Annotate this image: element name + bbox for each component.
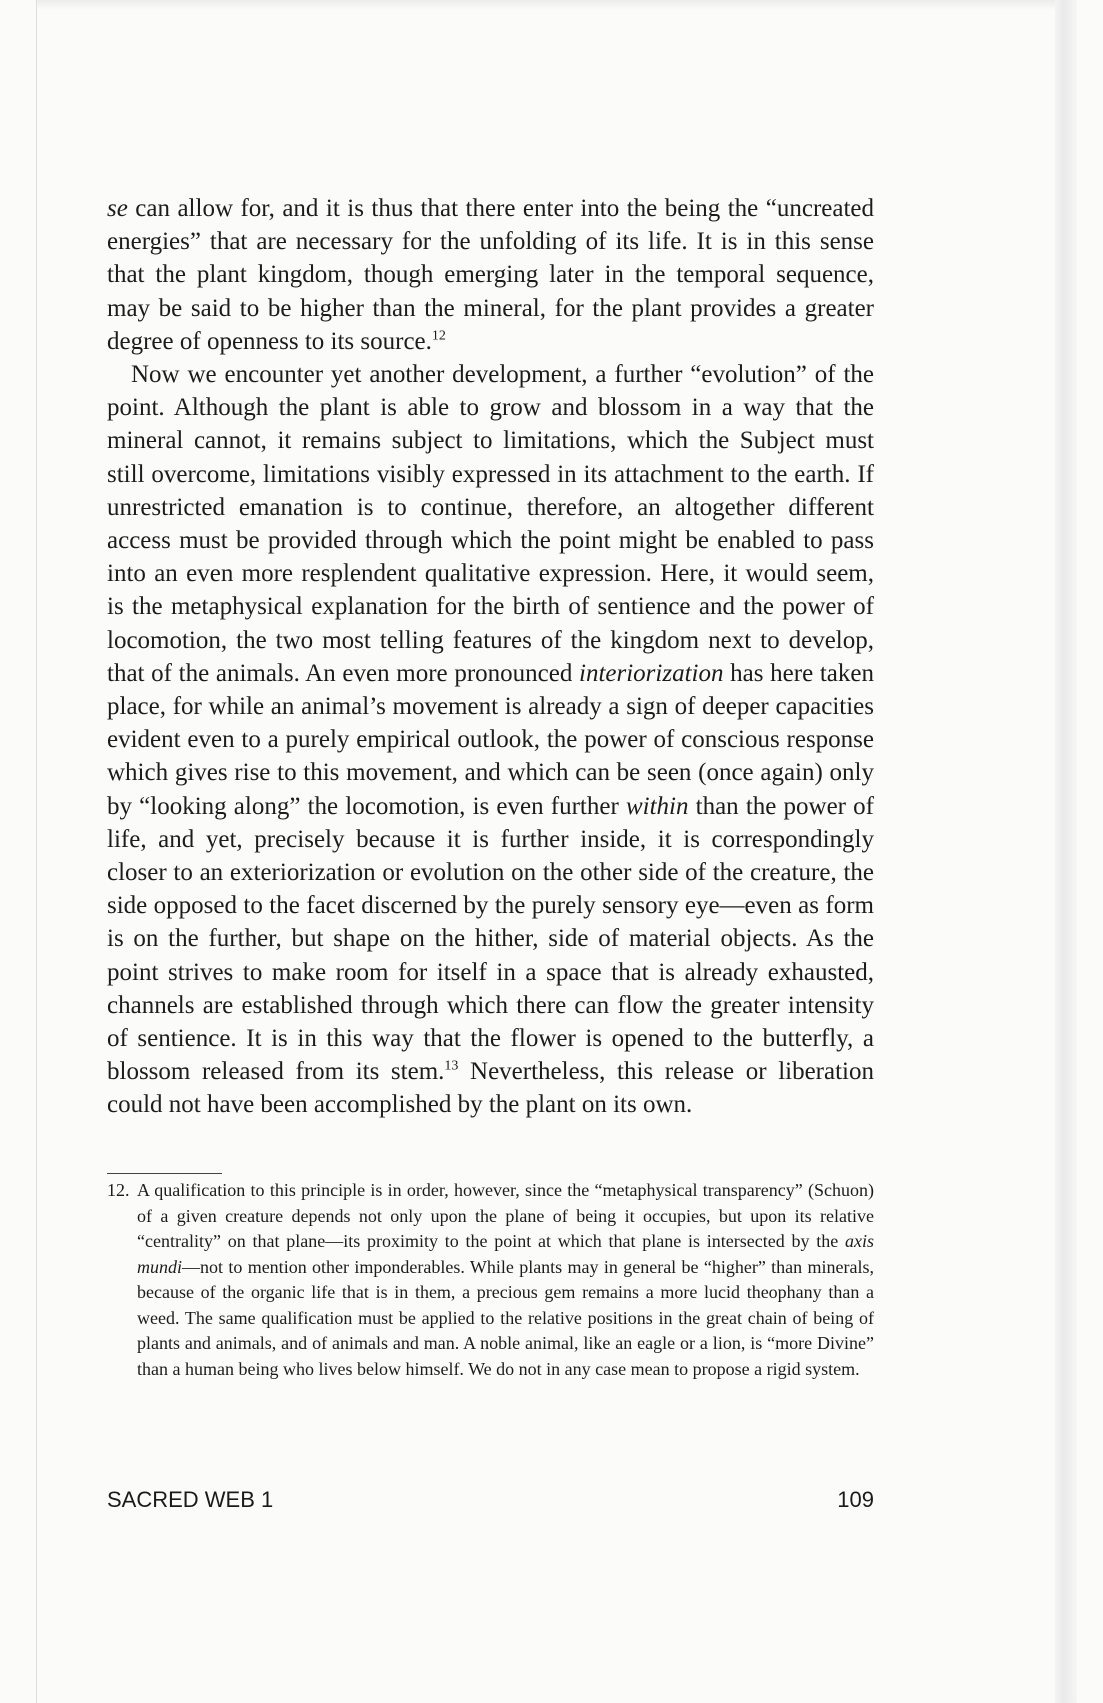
- body-text: [107, 192, 874, 1122]
- paragraph-2-seg-0: Now we encounter yet another development, a further “evolution” of the point. Although the plant is able to grow and blossom in a way that the mineral cannot, it remains subject to limitations, which the Subject must still overcome, limitations visibly expressed in its attachment to the earth. If unrestricted emanation is to continue, therefore, an altogether different access must be provided through which the point might be enabled to pass into an even more resplendent qualitative expression. Here, it would seem, is the metaphysical explanation for the birth of sentience and the power of locomotion, the two most telling features of the kingdom next to develop, that of the animals. An even more pronounced: [107, 361, 874, 687]
- paragraph-1-seg-1: can allow for, and it is thus that there enter into the being the “uncreated energies” that are necessary for the unfolding of its life. It is in this sense that the plant kingdom, though emerging later in the temporal sequence, may be said to be higher than the mineral, for the plant provides a greater degree of openness to its source.: [107, 195, 874, 355]
- paragraph-1-seg-0: se: [107, 195, 128, 222]
- footnote-seg-2: —not to mention other imponderables. While plants may in general be “higher” than minerals, because of the organic life that is in them, a precious gem remains a more lucid theophany than a weed. The same qualification must be applied to the relative positions in the great chain of being of plants and animals, and of animals and man. A noble animal, like an eagle or a lion, is “more Divine” than a human being who lives below himself. We do not in any case mean to propose a rigid system.: [137, 1256, 874, 1379]
- page-number: 109: [837, 1487, 874, 1512]
- paragraph-2: [107, 358, 874, 1122]
- footnote-seg-0: A qualification to this principle is in order, however, since the “metaphysical transparency” (Schuon) of a given creature depends not only upon the plane of being it occupies, but upon its relative “centrality” on that plane—its proximity to the point at which that plane is intersected by the: [137, 1180, 874, 1251]
- footnote-12: [107, 1178, 874, 1382]
- paragraph-2-seg-4: than the power of life, and yet, precisely because it is further inside, it is correspondingly closer to an exteriorization or evolution on the other side of the creature, the side opposed to the facet discerned by the purely sensory eye—even as form is on the further, but shape on the hither, side of material objects. As the point strives to make room for itself in a space that is already exhausted, channels are established through which there can flow the greater intensity of sentience. It is in this way that the flower is opened to the butterfly, a blossom released from its stem.: [107, 792, 874, 1086]
- paragraph-2-seg-6: Nevertheless, this release or liberation could not have been accomplished by the plant on its own.: [107, 1058, 875, 1119]
- footnote-body: [107, 1178, 874, 1382]
- footnote-ref-12: 12: [431, 328, 446, 344]
- scan-edge-right: [1055, 0, 1077, 1703]
- paragraph-2-seg-1: interiorization: [579, 659, 724, 687]
- footnote-seg-1: axis mundi: [137, 1231, 874, 1277]
- footnote-rule: [107, 1173, 222, 1174]
- paragraph-2-seg-2: has here taken place, for while an animal’s movement is already a sign of deeper capacities evident even to a purely empirical outlook, the power of conscious response which gives rise to this movement, and which can be seen (once again) only by “looking along” the locomotion, is even further: [107, 659, 874, 820]
- scan-edge-left: [36, 0, 37, 1703]
- footnote-ref-13: 13: [444, 1058, 459, 1074]
- paragraph-1: [107, 192, 874, 358]
- scan-edge-top: [36, 0, 1055, 10]
- footnote-number: 12.: [107, 1180, 130, 1200]
- paragraph-2-seg-3: within: [625, 792, 689, 820]
- running-footer-journal: SACRED WEB 1: [107, 1487, 274, 1512]
